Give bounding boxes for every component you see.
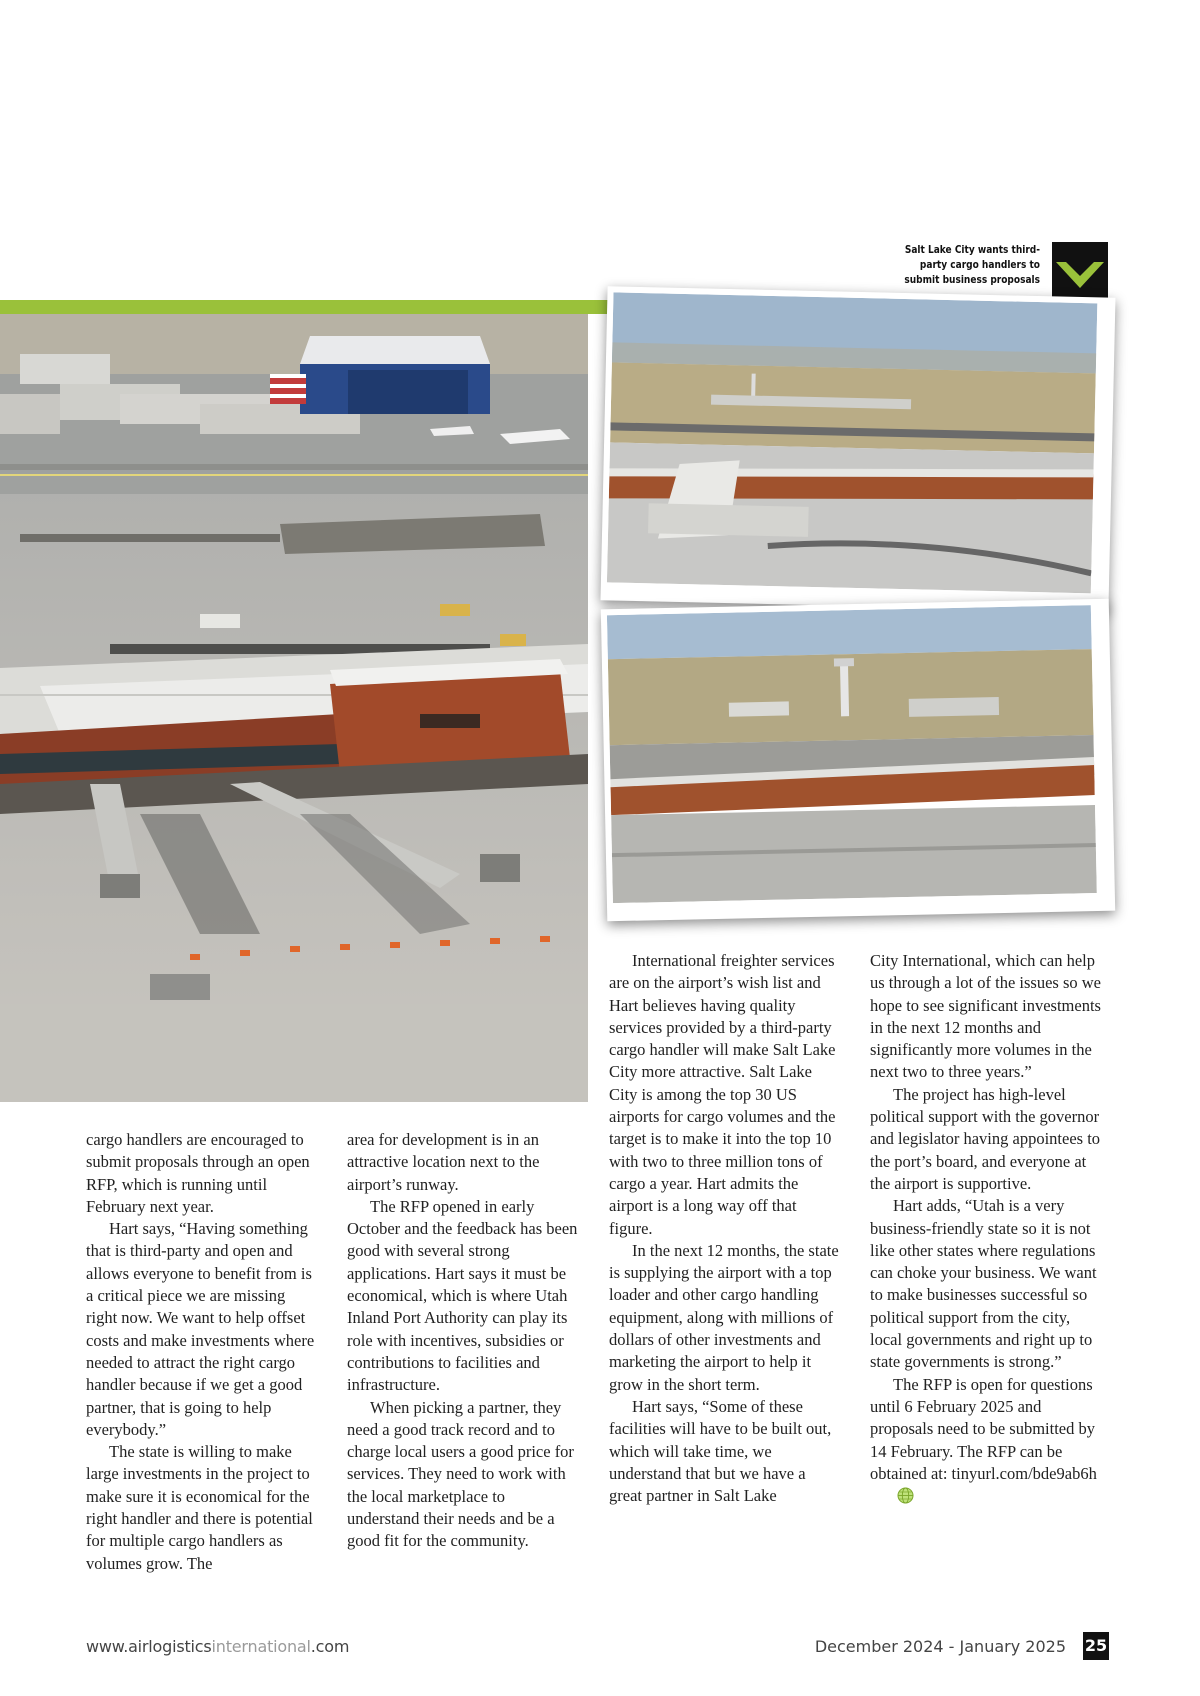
caption-line: party cargo handlers to: [919, 258, 1040, 271]
article-paragraph: The project has high-level political support with the governor and legislator having appointees to the port’s board, and everyone at the airport is supportive.: [870, 1084, 1101, 1193]
rfp-closing-text: The RFP is open for questions until 6 February 2025 and proposals need to be submitted by 14 February. The RFP can be obtained at: tinyurl.com/bde9ab6h: [870, 1374, 1097, 1483]
globe-icon[interactable]: [874, 1487, 891, 1504]
article-paragraph: [870, 1374, 1102, 1508]
article-paragraph: area for development is in an attractive location next to the airport’s runway.: [347, 1130, 540, 1194]
inset-photo-bottom: [601, 599, 1115, 922]
article-paragraph: The state is willing to make large investments in the project to make sure it is economical for the right handler and there is potential for multiple cargo handlers as volumes grow. The: [86, 1442, 313, 1573]
photo-caption: [884, 242, 1040, 287]
tower-aerial-image: [607, 605, 1097, 903]
page-number: 25: [1083, 1632, 1109, 1660]
url-light: international: [211, 1637, 311, 1656]
airport-aerial-image: [0, 314, 588, 1102]
caption-line: submit business proposals: [904, 273, 1040, 286]
inset-photo-top: [601, 286, 1116, 611]
article-column-2: [347, 1129, 579, 1553]
article-column-3: [609, 950, 841, 1507]
article-paragraph: Hart says, “Some of these facilities will have to be built out, which will take time, we understand that but we have a great partner in Salt Lake: [609, 1396, 832, 1506]
article-column-1: [86, 1129, 318, 1575]
footer-website[interactable]: [86, 1637, 349, 1656]
article-column-4: [870, 950, 1102, 1507]
article-paragraph: In the next 12 months, the state is supplying the airport with a top loader and other cargo handling equipment, along with millions of dollars of other investments and marketing the airport to help it grow in the short term.: [609, 1240, 839, 1394]
article-paragraph: The RFP opened in early October and the feedback has been good with several strong applications. Hart says it must be economical, which is where Utah Inland Port Authority can play its role with incentives, subsidies or contributions to facilities and infrastructure.: [347, 1196, 578, 1395]
article-paragraph: Hart says, “Having something that is third-party and open and allows everyone to benefit from is a critical piece we are missing right now. We want to help offset costs and make investments where needed to attract the right cargo handler because if we get a good partner, that is going to help everybody.”: [86, 1219, 315, 1439]
article-paragraph: International freighter services are on the airport’s wish list and Hart believes having quality services provided by a third-party cargo handler will make Salt Lake City more attractive. Salt Lake City is among the top 30 US airports for cargo volumes and the target is to make it into the top 10 with two to three million tons of cargo a year. Hart admits the airport is a long way off that figure.: [609, 951, 836, 1238]
url-prefix: www.airlogistics: [86, 1637, 212, 1656]
article-paragraph: When picking a partner, they need a good track record and to charge local users a good price for services. They need to work with the local marketplace to understand their needs and be a good fit for the community.: [347, 1397, 574, 1551]
article-paragraph: City International, which can help us through a lot of the issues so we hope to see significant investments in the next 12 months and significantly more volumes in the next two to three years.”: [870, 951, 1101, 1082]
terminal-aerial-image: [607, 292, 1097, 593]
url-suffix: .com: [310, 1637, 350, 1656]
caption-line: Salt Lake City wants third-: [904, 243, 1040, 256]
article-paragraph: cargo handlers are encouraged to submit proposals through an open RFP, which is running until February next year.: [86, 1130, 310, 1216]
article-paragraph: Hart adds, “Utah is a very business-friendly state so it is not like other states where regulations can choke your business. We want to make businesses successful so political support from the city, local governments and right up to state governments is strong.”: [870, 1196, 1097, 1372]
hero-photo: [0, 314, 588, 1102]
issue-date: December 2024 - January 2025: [814, 1637, 1066, 1656]
